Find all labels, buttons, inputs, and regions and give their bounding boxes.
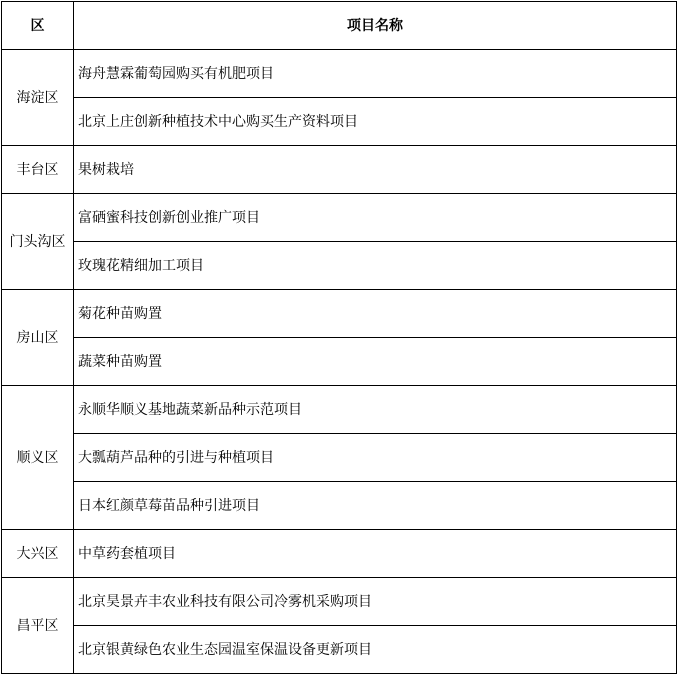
- table-row: [2, 98, 677, 146]
- header-row: [2, 2, 677, 50]
- table-row: [2, 626, 677, 674]
- project-cell: 富硒蜜科技创新创业推广项目: [74, 194, 677, 242]
- project-cell: 菊花种苗购置: [74, 290, 677, 338]
- district-cell-daxing: 大兴区: [2, 530, 74, 578]
- project-cell: 北京上庄创新种植技术中心购买生产资料项目: [74, 98, 677, 146]
- district-cell-shunyi: 顺义区: [2, 386, 74, 530]
- district-cell-fengtai: 丰台区: [2, 146, 74, 194]
- table-row: [2, 482, 677, 530]
- project-table: [1, 1, 677, 674]
- district-cell-mentougou: 门头沟区: [2, 194, 74, 290]
- table-row: [2, 530, 677, 578]
- district-cell-fangshan: 房山区: [2, 290, 74, 386]
- district-cell-haidian: 海淀区: [2, 50, 74, 146]
- project-cell: 永顺华顺义基地蔬菜新品种示范项目: [74, 386, 677, 434]
- district-cell-changping: 昌平区: [2, 578, 74, 674]
- project-cell: 海舟慧霖葡萄园购买有机肥项目: [74, 50, 677, 98]
- table-row: [2, 434, 677, 482]
- project-cell: 日本红颜草莓苗品种引进项目: [74, 482, 677, 530]
- table-row: [2, 578, 677, 626]
- header-project-name: 项目名称: [74, 2, 677, 50]
- table-row: [2, 50, 677, 98]
- project-cell: 玫瑰花精细加工项目: [74, 242, 677, 290]
- project-cell: 果树栽培: [74, 146, 677, 194]
- header-district: 区: [2, 2, 74, 50]
- project-cell: 中草药套植项目: [74, 530, 677, 578]
- table-row: [2, 338, 677, 386]
- table-row: [2, 146, 677, 194]
- project-cell: 蔬菜种苗购置: [74, 338, 677, 386]
- project-cell: 北京银黄绿色农业生态园温室保温设备更新项目: [74, 626, 677, 674]
- table-row: [2, 386, 677, 434]
- table-row: [2, 290, 677, 338]
- project-cell: 北京昊景卉丰农业科技有限公司冷雾机采购项目: [74, 578, 677, 626]
- table-row: [2, 242, 677, 290]
- project-cell: 大瓢葫芦品种的引进与种植项目: [74, 434, 677, 482]
- table-row: [2, 194, 677, 242]
